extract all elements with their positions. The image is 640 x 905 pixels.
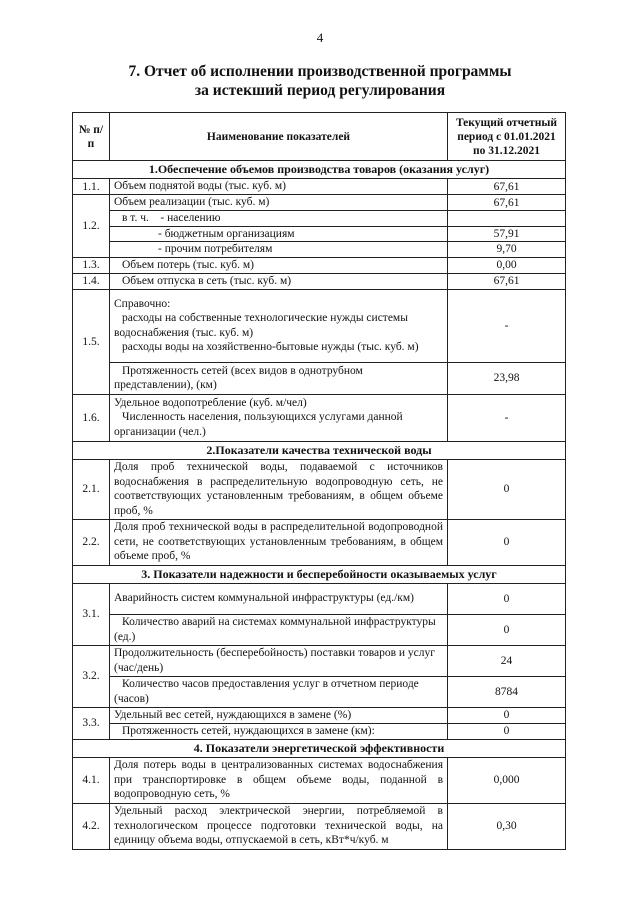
table-row (73, 394, 566, 441)
header-num: № п/п (73, 113, 110, 161)
section-row (73, 161, 566, 179)
row-num: 1.4. (73, 273, 110, 289)
row-value: 24 (448, 645, 566, 676)
row-name: Удельный вес сетей, нуждающихся в замене (%) (110, 707, 448, 723)
row-name: Количество аварий на системах коммунальной инфраструктуры (ед.) (110, 614, 448, 645)
section-title-1: 1.Обеспечение объемов производства товаров (оказания услуг) (73, 161, 566, 179)
row-name-line: Справочно: (114, 297, 171, 310)
table-row (73, 226, 566, 242)
row-value (448, 211, 566, 227)
row-value: 0 (448, 583, 566, 614)
report-title (0, 62, 640, 100)
section-title-2: 2.Показатели качества технической воды (73, 441, 566, 459)
header-name: Наименование показателей (110, 113, 448, 161)
table-row (73, 723, 566, 739)
table-row (73, 583, 566, 614)
table-row (73, 757, 566, 803)
row-name: Объем поднятой воды (тыс. куб. м) (110, 179, 448, 195)
row-name: Доля проб технической воды, подаваемой с источников водоснабжения в распределительную водопроводную сеть, не соответствующих установленным требованиям, в общем объеме проб, % (110, 459, 448, 519)
row-value: - (448, 394, 566, 441)
row-num: 3.3. (73, 707, 110, 739)
section-row (73, 441, 566, 459)
row-num: 1.1. (73, 179, 110, 195)
row-name: Продолжительность (бесперебойность) поставки товаров и услуг (час/день) (110, 645, 448, 676)
row-value: 0 (448, 614, 566, 645)
row-name-line: Удельное водопотребление (куб. м/чел) (114, 396, 307, 409)
table-row (73, 614, 566, 645)
table-row (73, 459, 566, 519)
table-row (73, 645, 566, 676)
row-num: 3.1. (73, 583, 110, 645)
row-name: Количество часов предоставления услуг в отчетном периоде (часов) (110, 676, 448, 707)
row-num: 1.6. (73, 394, 110, 441)
table-row (73, 289, 566, 362)
row-name: в т. ч. - населению (110, 211, 448, 227)
title-line-2: за истекший период регулирования (194, 82, 446, 99)
table-row (73, 242, 566, 258)
row-value: 57,91 (448, 226, 566, 242)
header-value: Текущий отчетный период с 01.01.2021 по 31.12.2021 (448, 113, 566, 161)
row-name: Аварийность систем коммунальной инфраструктуры (ед./км) (110, 583, 448, 614)
row-value: 0 (448, 723, 566, 739)
row-name-line: Численность населения, пользующихся услугами данной организации (чел.) (114, 411, 403, 438)
table-row (73, 211, 566, 227)
section-title-4: 4. Показатели энергетической эффективности (73, 739, 566, 757)
row-name (110, 289, 448, 362)
row-value: 0,30 (448, 803, 566, 849)
table-row (73, 362, 566, 394)
row-name-line: расходы на собственные технологические нужды системы водоснабжения (тыс. куб. м) (114, 312, 408, 339)
row-num: 1.3. (73, 257, 110, 273)
row-name: Объем реализации (тыс. куб. м) (110, 195, 448, 211)
row-value: 0 (448, 459, 566, 519)
table-row (73, 257, 566, 273)
row-name: - прочим потребителям (110, 242, 448, 258)
table-row (73, 179, 566, 195)
row-num: 2.1. (73, 459, 110, 519)
row-value: 67,61 (448, 273, 566, 289)
page-number: 4 (316, 30, 324, 45)
table-row (73, 676, 566, 707)
row-value: 8784 (448, 676, 566, 707)
table-row (73, 195, 566, 211)
row-num: 2.2. (73, 519, 110, 565)
table-row (73, 273, 566, 289)
row-num: 4.2. (73, 803, 110, 849)
row-name: - бюджетным организациям (110, 226, 448, 242)
row-name: Протяженность сетей, нуждающихся в замене (км): (110, 723, 448, 739)
row-name: Доля потерь воды в централизованных системах водоснабжения при транспортировке в общем объеме воды, поданной в водопроводную сеть, % (110, 757, 448, 803)
row-value: 0,000 (448, 757, 566, 803)
row-value: 67,61 (448, 195, 566, 211)
title-line-1: 7. Отчет об исполнении производственной программы (128, 63, 512, 80)
row-num: 4.1. (73, 757, 110, 803)
row-value: 0,00 (448, 257, 566, 273)
row-value: - (448, 289, 566, 362)
report-table (72, 112, 566, 850)
section-title-3: 3. Показатели надежности и бесперебойности оказываемых услуг (73, 565, 566, 583)
row-value: 9,70 (448, 242, 566, 258)
row-name: Объем отпуска в сеть (тыс. куб. м) (110, 273, 448, 289)
section-row (73, 739, 566, 757)
table-row (73, 519, 566, 565)
row-value: 23,98 (448, 362, 566, 394)
row-name-line: расходы воды на хозяйственно-бытовые нужды (тыс. куб. м) (122, 341, 419, 353)
row-name: Удельный расход электрической энергии, потребляемой в технологическом процессе подготовки технической воды, на единицу объема воды, отпускаемой в сеть, кВт*ч/куб. м (110, 803, 448, 849)
row-name: Объем потерь (тыс. куб. м) (110, 257, 448, 273)
row-num: 1.5. (73, 289, 110, 394)
row-value: 0 (448, 519, 566, 565)
row-name: Доля проб технической воды в распределительной водопроводной сети, не соответствующих установленным требованиям, в общем объеме проб, % (110, 519, 448, 565)
table-header-row (73, 113, 566, 161)
row-value: 0 (448, 707, 566, 723)
row-num: 3.2. (73, 645, 110, 707)
row-name: Протяженность сетей (всех видов в однотрубном представлении), (км) (110, 362, 448, 394)
table-row (73, 803, 566, 849)
section-row (73, 565, 566, 583)
row-num: 1.2. (73, 195, 110, 258)
row-name (110, 394, 448, 441)
table-row (73, 707, 566, 723)
row-value: 67,61 (448, 179, 566, 195)
